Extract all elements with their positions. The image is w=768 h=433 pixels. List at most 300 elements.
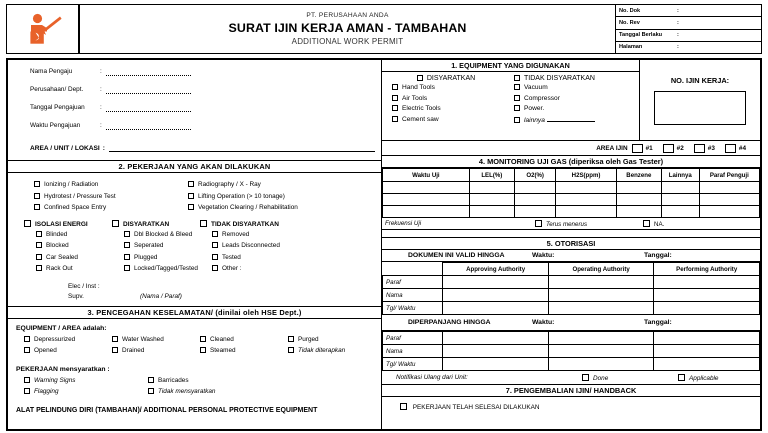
isolation-item-label: Seperated [134, 242, 164, 249]
gas-cell[interactable] [383, 182, 470, 194]
meta-label: Tanggal Berlaku [619, 32, 663, 39]
checkbox-icon[interactable] [288, 336, 294, 342]
equipment-area-item[interactable] [24, 334, 112, 346]
gas-cell[interactable] [661, 194, 699, 206]
extension-title: DIPERPANJANG HINGGA [408, 319, 491, 326]
checkbox-icon[interactable] [514, 95, 520, 101]
gas-col-header: Paraf Penguji [699, 169, 759, 182]
isolation-item[interactable] [36, 240, 124, 252]
area-separator: : [102, 145, 105, 152]
area-unit-lokasi-input[interactable] [109, 142, 375, 152]
equipment-item[interactable] [514, 104, 639, 115]
meta-row-tanggal-berlaku [616, 30, 761, 42]
table-row[interactable] [383, 182, 760, 194]
isolation-item-label: Blocked [46, 242, 69, 249]
isolation-signature [8, 282, 381, 302]
ppe-section-title: ALAT PELINDUNG DIRI (TAMBAHAN)/ ADDITIONAL PERSONAL PROTECTIVE EQUIPMENT [16, 406, 318, 414]
checkbox-icon[interactable] [112, 336, 118, 342]
table-row [383, 358, 760, 371]
table-header-row [383, 169, 760, 182]
authorization-cell[interactable] [654, 276, 760, 289]
nama-pengaju-input[interactable] [106, 68, 191, 76]
gas-cell[interactable] [556, 194, 616, 206]
field-label: Nama Pengaju [30, 68, 73, 75]
form-body [6, 58, 762, 431]
notification-option-label: Done [593, 374, 609, 382]
gas-cell[interactable] [556, 206, 616, 218]
meta-row-halaman [616, 42, 761, 53]
extension-cell[interactable] [443, 345, 549, 358]
equipment-item-label: Hand Tools [402, 84, 435, 91]
equipment-area-item[interactable] [112, 334, 200, 346]
equipment-area-item[interactable] [24, 345, 112, 357]
work-item-label: Vegetation Clearing / Rehabilitation [198, 204, 298, 211]
checkbox-icon[interactable] [535, 220, 542, 227]
gas-cell[interactable] [699, 206, 759, 218]
work-item[interactable] [34, 191, 188, 203]
section-1-equipment [382, 60, 640, 140]
permit-number-block [640, 60, 760, 140]
permit-number-label: NO. IJIN KERJA: [670, 75, 730, 85]
checkbox-icon[interactable] [124, 231, 130, 237]
work-item[interactable] [188, 202, 381, 214]
authorization-cell[interactable] [443, 302, 549, 315]
document-meta [616, 4, 762, 54]
equipment-area-item-label: Purged [298, 335, 319, 343]
isolation-item-label: Plugged [134, 253, 158, 261]
permit-area-checkbox-2[interactable] [663, 144, 674, 153]
checkbox-icon[interactable] [148, 388, 154, 394]
pekerjaan-item[interactable] [24, 375, 148, 387]
checkbox-icon[interactable] [212, 265, 218, 271]
pekerjaan-item[interactable] [148, 375, 272, 387]
isolation-item[interactable] [36, 263, 124, 275]
equipment-item[interactable] [392, 104, 510, 115]
equipment-area-col-1 [24, 334, 112, 357]
gas-frequency-row [382, 218, 760, 230]
pekerjaan-mensyaratkan-items [8, 375, 381, 398]
equipment-area-items [8, 334, 381, 357]
pekerjaan-item-label: Tidak mensyaratkan [158, 388, 216, 395]
field-label: Tanggal Pengajuan [30, 104, 85, 111]
authorization-col-header: Operating Authority [548, 263, 654, 276]
gas-cell[interactable] [616, 182, 661, 194]
work-item-label: Hydrotest / Pressure Test [44, 192, 116, 200]
checkbox-icon[interactable] [124, 242, 130, 248]
authorization-table [382, 262, 760, 315]
pekerjaan-item-label: Barricades [158, 376, 189, 384]
isolation-item[interactable] [212, 252, 280, 264]
pekerjaan-item[interactable] [24, 386, 148, 398]
table-row [383, 302, 760, 315]
work-item-label: Confined Space Entry [44, 204, 107, 211]
right-column [382, 60, 760, 429]
checkbox-icon[interactable] [212, 254, 218, 260]
equipment-area-item-label: Opened [34, 347, 57, 354]
pekerjaan-col-1 [24, 375, 148, 398]
work-item-label: Radiography / X - Ray [198, 181, 261, 188]
work-col-2 [188, 179, 381, 214]
checkbox-icon[interactable] [392, 116, 398, 122]
checkbox-icon[interactable] [392, 95, 398, 101]
section-3-body [8, 319, 381, 430]
checkbox-icon[interactable] [24, 377, 30, 383]
permit-area-tag: #1 [645, 144, 653, 152]
work-col-1 [8, 179, 188, 214]
table-header-row [383, 263, 760, 276]
checkbox-icon[interactable] [200, 347, 206, 353]
extension-cell[interactable] [654, 345, 760, 358]
isolation-header-tidak-disyaratkan[interactable] [200, 220, 279, 228]
checkbox-icon[interactable] [514, 84, 520, 90]
table-row[interactable] [383, 194, 760, 206]
table-row [383, 276, 760, 289]
gas-frequency-option-na[interactable] [643, 220, 664, 228]
permit-area-tag: #3 [707, 144, 715, 152]
equipment-area-item-label: Tidak diterapkan [298, 347, 346, 354]
section-4-title: 4. MONITORING UJI GAS (diperiksa oleh Gas Tester) [382, 155, 760, 168]
checkbox-icon[interactable] [514, 117, 520, 123]
spacer-row [382, 230, 760, 238]
field-separator: : [100, 104, 102, 111]
gas-cell[interactable] [469, 194, 514, 206]
authorization-valid-label: DOKUMEN INI VALID HINGGA [408, 252, 505, 259]
checkbox-icon[interactable] [112, 347, 118, 353]
isolation-item[interactable] [36, 252, 124, 264]
checkbox-icon[interactable] [582, 374, 589, 381]
meta-separator: : [677, 32, 679, 39]
gas-cell[interactable] [556, 182, 616, 194]
permit-area-tag: #2 [676, 144, 684, 152]
extension-cell[interactable] [443, 358, 549, 371]
isolation-col-3 [212, 229, 280, 275]
left-column [8, 60, 382, 429]
checkbox-icon[interactable] [514, 75, 520, 81]
equipment-col-2 [510, 83, 639, 126]
isolation-items [8, 229, 381, 275]
equipment-area-item-label: Cleaned [210, 335, 234, 343]
extension-time-label: Waktu: [532, 319, 555, 326]
isolation-col-1 [36, 229, 124, 275]
equipment-and-permit-row [382, 60, 760, 140]
checkbox-icon[interactable] [36, 231, 42, 237]
equipment-item[interactable] [514, 83, 639, 94]
isolation-item-label: Car Sealed [46, 253, 78, 261]
checkbox-icon[interactable] [36, 254, 42, 260]
checkbox-icon[interactable] [200, 336, 206, 342]
isolation-item[interactable] [124, 240, 212, 252]
permit-area-label: AREA IJIN [596, 144, 628, 152]
section-5-title: 5. OTORISASI [382, 238, 760, 250]
authorization-time-label: Waktu: [532, 252, 555, 259]
equipment-item[interactable] [392, 83, 510, 94]
field-tanggal-pengajuan [8, 104, 381, 122]
area-label: AREA / UNIT / LOKASI [30, 145, 100, 152]
gas-cell[interactable] [469, 182, 514, 194]
handback-item[interactable] [382, 397, 760, 411]
gas-cell[interactable] [514, 206, 555, 218]
extension-table [382, 331, 760, 371]
handback-item-label: PEKERJAAN TELAH SELESAI DILAKUKAN [412, 404, 540, 411]
meta-separator: : [677, 7, 679, 14]
checkbox-icon[interactable] [212, 242, 218, 248]
isolation-item-label: Dbl Blocked & Bleed [134, 230, 193, 238]
checkbox-icon[interactable] [36, 242, 42, 248]
gas-col-header: Benzene [616, 169, 661, 182]
checkbox-icon[interactable] [24, 220, 31, 227]
company-name: PT. PERUSAHAAN ANDA [306, 12, 389, 19]
extension-cell[interactable] [654, 332, 760, 345]
checkbox-icon[interactable] [643, 220, 650, 227]
isolation-item[interactable] [36, 229, 124, 241]
checkbox-icon[interactable] [34, 181, 40, 187]
gas-cell[interactable] [661, 182, 699, 194]
extension-row-label: Tgl/ Waktu [383, 358, 443, 371]
extension-cell[interactable] [548, 345, 654, 358]
isolation-item[interactable] [124, 263, 212, 275]
gas-col-header: O2(%) [514, 169, 555, 182]
equipment-item-label: lainnya [524, 116, 545, 124]
meta-label: No. Dok [619, 7, 641, 14]
gas-cell[interactable] [514, 182, 555, 194]
permit-area-checkbox-4[interactable] [725, 144, 736, 153]
gas-frequency-option-label: Terus menerus [546, 220, 588, 228]
equipment-item-label: Air Tools [402, 94, 428, 102]
authorization-col-header: Approving Authority [443, 263, 549, 276]
checkbox-icon[interactable] [288, 347, 294, 353]
equipment-item[interactable] [514, 94, 639, 105]
authorization-cell[interactable] [548, 289, 654, 302]
checkbox-icon[interactable] [188, 181, 194, 187]
checkbox-icon[interactable] [188, 204, 194, 210]
authorization-cell[interactable] [654, 289, 760, 302]
notification-label: Notifikasi Ulang dari Unit: [396, 374, 468, 381]
area-unit-lokasi-row [8, 142, 381, 152]
form-header [6, 4, 762, 54]
equipment-column-headers [382, 72, 639, 83]
checkbox-icon[interactable] [24, 347, 30, 353]
form-subtitle: ADDITIONAL WORK PERMIT [291, 37, 404, 46]
isolation-item-label: Tested [222, 253, 241, 261]
pekerjaan-item-label: Flagging [34, 388, 59, 395]
gas-col-header: Waktu Uji [383, 169, 470, 182]
applicant-info [8, 60, 381, 160]
gas-frequency-label: Frekuensi Uji [385, 220, 422, 227]
meta-row-no-dok [616, 5, 761, 17]
table-row[interactable] [383, 206, 760, 218]
gas-cell[interactable] [469, 206, 514, 218]
isolation-item[interactable] [124, 252, 212, 264]
field-perusahaan-dept [8, 86, 381, 104]
isolation-item-label: Blinded [46, 230, 68, 238]
pekerjaan-mensyaratkan-label: PEKERJAAN mensyaratkan : [16, 365, 110, 373]
notification-option-done[interactable] [582, 374, 678, 382]
meta-separator: : [677, 19, 679, 26]
notification-option-applicable[interactable] [678, 374, 719, 382]
isolation-header-disyaratkan[interactable] [112, 220, 200, 228]
gas-cell[interactable] [514, 194, 555, 206]
equipment-area-col-2 [112, 334, 200, 357]
gas-monitoring-table [382, 168, 760, 218]
isolation-item-label: Removed [222, 230, 250, 238]
meta-label: No. Rev [619, 19, 640, 26]
authorization-row-label: Nama [383, 289, 443, 302]
authorization-validity-row [382, 250, 760, 262]
signature-supv-label: Supv. [68, 292, 84, 300]
equipment-area-item[interactable] [112, 345, 200, 357]
gas-col-header: LEL(%) [469, 169, 514, 182]
checkbox-icon[interactable] [200, 220, 207, 227]
field-label: Waktu Pengajuan [30, 122, 81, 129]
field-separator: : [100, 86, 102, 93]
field-separator: : [100, 68, 102, 75]
equipment-header-label: TIDAK DISYARATKAN [524, 75, 595, 82]
isolation-col-2 [124, 229, 212, 275]
authorization-row-label: Tgl/ Waktu [383, 302, 443, 315]
equipment-area-item[interactable] [200, 345, 288, 357]
section-7-title: 7. PENGEMBALIAN IJIN/ HANDBACK [382, 384, 760, 397]
extension-cell[interactable] [548, 332, 654, 345]
checkbox-icon[interactable] [417, 75, 423, 81]
checkbox-icon[interactable] [36, 265, 42, 271]
checkbox-icon[interactable] [24, 336, 30, 342]
authorization-row-label: Paraf [383, 276, 443, 289]
meta-row-no-rev [616, 17, 761, 29]
checkbox-icon[interactable] [112, 220, 119, 227]
pekerjaan-item-label: Warning Signs [34, 376, 76, 384]
authorization-date-label: Tanggal: [644, 252, 672, 259]
permit-area-checkbox-3[interactable] [694, 144, 705, 153]
authorization-cell[interactable] [443, 289, 549, 302]
gas-cell[interactable] [661, 206, 699, 218]
gas-cell[interactable] [699, 182, 759, 194]
checkbox-icon[interactable] [124, 254, 130, 260]
extension-cell[interactable] [443, 332, 549, 345]
form-title: SURAT IJIN KERJA AMAN - TAMBAHAN [228, 21, 467, 35]
checkbox-icon[interactable] [148, 377, 154, 383]
isolation-item[interactable] [212, 229, 280, 241]
pekerjaan-item[interactable] [148, 386, 272, 398]
work-item-label: Ionizing / Radiation [44, 181, 99, 188]
checkbox-icon[interactable] [514, 105, 520, 111]
equipment-col-1 [382, 83, 510, 126]
gas-cell[interactable] [699, 194, 759, 206]
isolation-header-label: TIDAK DISYARATKAN [211, 220, 279, 228]
table-row [383, 289, 760, 302]
waktu-pengajuan-input[interactable] [106, 122, 191, 130]
equipment-area-item-label: Depressurized [34, 335, 76, 343]
title-block [80, 4, 616, 54]
perusahaan-dept-input[interactable] [106, 86, 191, 94]
checkbox-icon[interactable] [34, 204, 40, 210]
equipment-item-label: Electric Tools [402, 105, 441, 112]
equipment-area-item[interactable] [288, 345, 376, 357]
authorization-cell[interactable] [654, 302, 760, 315]
equipment-item-lainnya[interactable] [514, 115, 639, 127]
permit-number-input[interactable] [654, 91, 746, 125]
gas-col-header: Lainnya [661, 169, 699, 182]
gas-cell[interactable] [383, 206, 470, 218]
notification-option-label: Applicable [689, 374, 719, 382]
signature-supv-row [68, 292, 381, 302]
extension-cell[interactable] [654, 358, 760, 371]
equipment-item-label: Power. [524, 105, 545, 112]
checkbox-icon[interactable] [24, 388, 30, 394]
permit-area-row [382, 140, 760, 155]
equipment-area-item-label: Steamed [210, 347, 236, 354]
isolation-item[interactable] [212, 263, 280, 275]
work-item-label: Lifting Operation (> 10 tonage) [198, 192, 285, 200]
authorization-cell[interactable] [548, 302, 654, 315]
isolation-item[interactable] [124, 229, 212, 241]
extension-row-label: Paraf [383, 332, 443, 345]
meta-separator: : [677, 44, 679, 51]
gas-cell[interactable] [616, 206, 661, 218]
gas-cell[interactable] [616, 194, 661, 206]
extension-date-label: Tanggal: [644, 319, 672, 326]
equipment-lainnya-input[interactable] [547, 115, 595, 122]
equipment-item-label: Cement saw [402, 115, 439, 123]
field-nama-pengaju [8, 68, 381, 86]
checkbox-icon[interactable] [392, 84, 398, 90]
equipment-header-tidak-disyaratkan[interactable] [510, 75, 639, 82]
isolation-item-label: Other : [222, 265, 242, 272]
checkbox-icon[interactable] [124, 265, 130, 271]
checkbox-icon[interactable] [392, 105, 398, 111]
gas-cell[interactable] [383, 194, 470, 206]
work-item[interactable] [188, 191, 381, 203]
isolation-headers [8, 220, 381, 228]
table-row [383, 345, 760, 358]
person-flag-icon [23, 12, 63, 46]
equipment-area-label: EQUIPMENT / AREA adalah: [16, 324, 107, 332]
checkbox-icon[interactable] [188, 193, 194, 199]
table-row [383, 332, 760, 345]
work-item[interactable] [188, 179, 381, 191]
work-item[interactable] [34, 202, 188, 214]
field-waktu-pengajuan [8, 122, 381, 140]
isolation-header-label: ISOLASI ENERGI [35, 220, 88, 228]
work-item[interactable] [34, 179, 188, 191]
equipment-item[interactable] [392, 115, 510, 126]
extension-cell[interactable] [548, 358, 654, 371]
authorization-corner-cell [383, 263, 443, 276]
isolation-header-energi[interactable] [24, 220, 112, 228]
section-1-title: 1. EQUIPMENT YANG DIGUNAKAN [382, 60, 639, 72]
equipment-item[interactable] [392, 94, 510, 105]
authorization-cell[interactable] [443, 276, 549, 289]
permit-area-checkbox-1[interactable] [632, 144, 643, 153]
authorization-cell[interactable] [548, 276, 654, 289]
checkbox-icon[interactable] [212, 231, 218, 237]
gas-frequency-option-label: NA. [654, 220, 665, 228]
equipment-header-disyaratkan[interactable] [382, 75, 510, 82]
checkbox-icon[interactable] [34, 193, 40, 199]
gas-frequency-option-terus-menerus[interactable] [535, 220, 643, 228]
gas-col-header: H2S(ppm) [556, 169, 616, 182]
work-types [8, 179, 381, 214]
isolation-item-label: Leads Disconnected [222, 242, 280, 249]
equipment-area-item[interactable] [200, 334, 288, 346]
isolation-item[interactable] [212, 240, 280, 252]
signature-elec-inst-label: Elec / Inst : [68, 282, 100, 290]
isolation-item-label: Rack Out [46, 265, 73, 272]
checkbox-icon[interactable] [400, 403, 407, 410]
checkbox-icon[interactable] [678, 374, 685, 381]
tanggal-pengajuan-input[interactable] [106, 104, 191, 112]
equipment-item-label: Vacuum [524, 84, 548, 91]
equipment-area-item[interactable] [288, 334, 376, 346]
